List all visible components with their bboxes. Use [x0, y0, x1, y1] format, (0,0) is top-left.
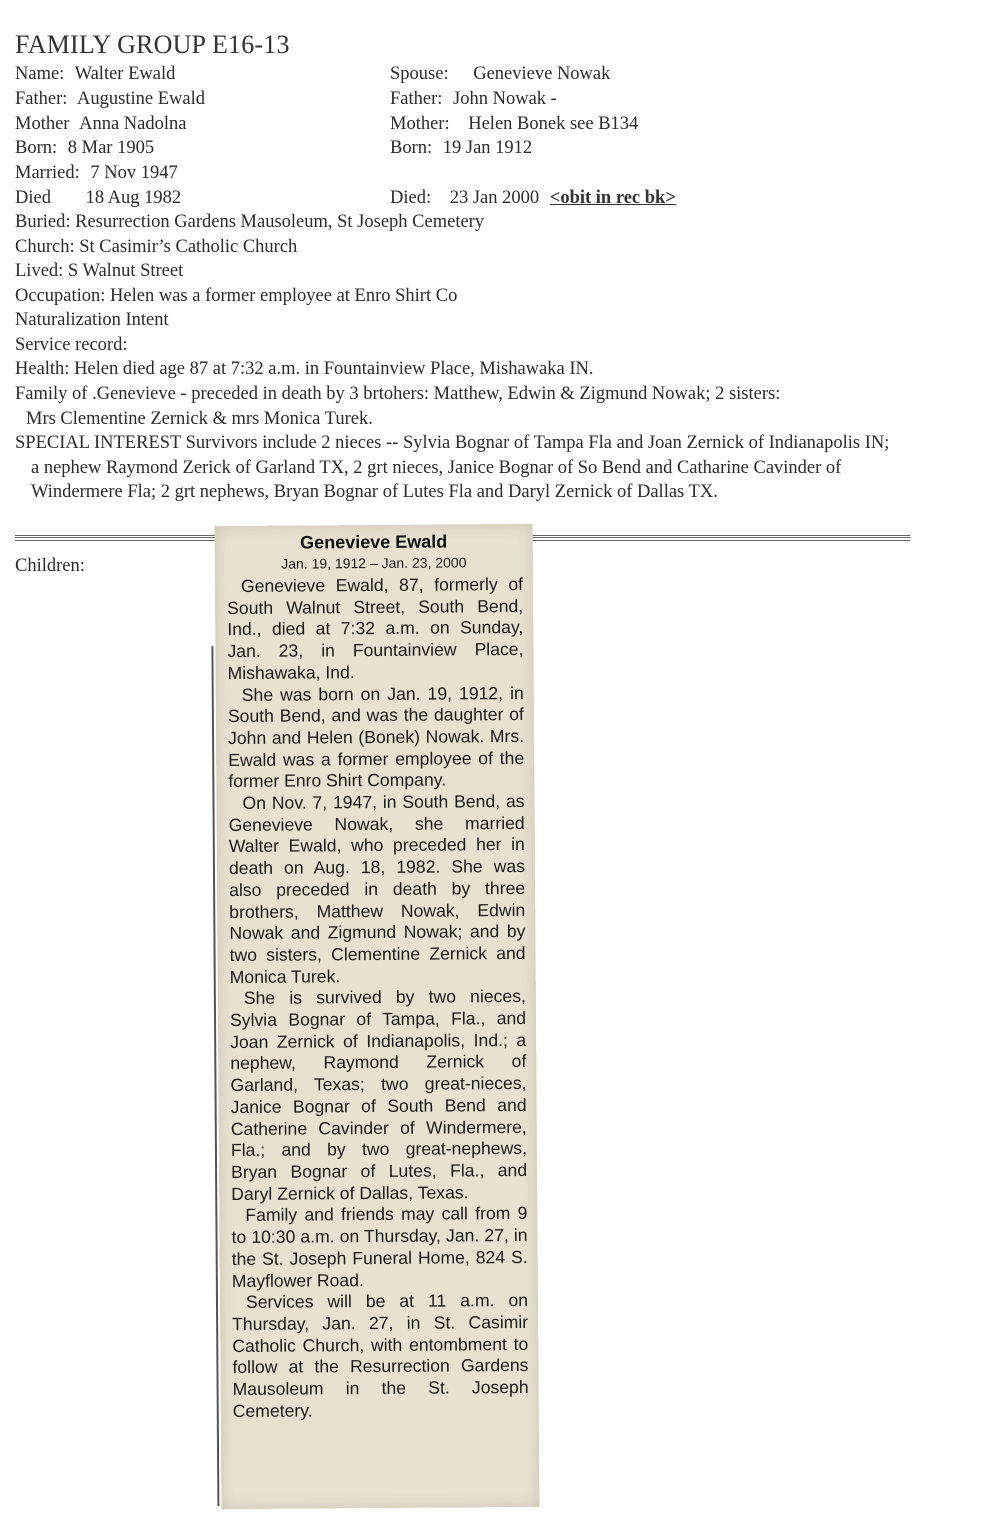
spouse-mother-row	[390, 112, 638, 136]
obituary-paragraph: She was born on Jan. 19, 1912, in South Bend, and was the daughter of John and Helen (Bonek) Nowak. Mrs. Ewald was a former employee of the former Enro Shirt Company.	[227, 682, 525, 792]
obituary-body	[215, 570, 539, 1423]
family-line: Family of .Genevieve - preceded in death by 3 brtohers: Matthew, Edwin & Zigmund Nowak; 2 sisters:	[15, 384, 781, 404]
husband-died: 18 Aug 1982	[85, 188, 182, 208]
died-label: Died	[15, 188, 51, 208]
obituary-paragraph: Services will be at 11 a.m. on Thursday, Jan. 27, in St. Casimir Catholic Church, with entombment to follow at the Resurrection Gardens Mausoleum in the St. Joseph Cemetery.	[232, 1290, 529, 1421]
husband-father: Augustine Ewald	[77, 89, 205, 109]
obituary-heading: Genevieve Ewald	[300, 531, 448, 553]
married-row	[15, 161, 178, 185]
husband-died-row	[15, 186, 181, 210]
spouse-father-label: Father:	[390, 89, 443, 109]
obituary-dates: Jan. 19, 1912 – Jan. 23, 2000	[281, 554, 467, 572]
service-record-line: Service record:	[15, 335, 128, 355]
married-date: 7 Nov 1947	[90, 163, 178, 183]
divider-right	[527, 535, 910, 546]
special-interest	[0, 431, 900, 505]
page-title: FAMILY GROUP E16-13	[15, 30, 290, 59]
mother-label: Mother	[15, 114, 70, 134]
husband-born: 8 Mar 1905	[67, 138, 155, 158]
children-label: Children:	[15, 556, 85, 576]
spouse-father-row	[390, 87, 557, 111]
husband-name: Walter Ewald	[74, 64, 176, 84]
spouse-born: 19 Jan 1912	[442, 138, 533, 158]
spouse-name: Genevieve Nowak	[473, 64, 611, 84]
spouse-row	[390, 62, 610, 86]
born-label: Born:	[15, 138, 58, 158]
married-label: Married:	[15, 163, 80, 183]
obituary-paragraph: Family and friends may call from 9 to 10:30 a.m. on Thursday, Jan. 27, in the St. Joseph Funeral Home, 824 S. Mayflower Road.	[231, 1203, 528, 1291]
husband-mother: Anna Nadolna	[79, 114, 187, 134]
husband-mother-row	[15, 112, 186, 136]
obituary-clipping	[215, 524, 540, 1509]
lived-line: Lived: S Walnut Street	[15, 261, 184, 281]
spouse-born-label: Born:	[390, 138, 433, 158]
occupation-line: Occupation: Helen was a former employee at Enro Shirt Co	[15, 286, 458, 306]
buried-line: Buried: Resurrection Gardens Mausoleum, St Joseph Cemetery	[15, 212, 485, 232]
spouse-died: 23 Jan 2000	[449, 188, 540, 208]
spouse-mother-label: Mother:	[390, 114, 450, 134]
husband-name-row	[15, 62, 175, 86]
obit-link[interactable]: <obit in rec bk>	[549, 188, 676, 208]
name-label: Name:	[15, 64, 65, 84]
health-line: Health: Helen died age 87 at 7:32 a.m. in Fountainview Place, Mishawaka IN.	[15, 359, 594, 379]
spouse-born-row	[390, 136, 532, 160]
father-label: Father:	[15, 89, 68, 109]
divider-left	[15, 535, 215, 546]
obituary-paragraph: On Nov. 7, 1947, in South Bend, as Genevieve Nowak, she married Walter Ewald, who preceded her in death on Aug. 18, 1982. She was also preceded in death by three brothers, Matthew Nowak, Edwin Nowak and Zigmund Nowak; and by two sisters, Clementine Zernick and Monica Turek.	[228, 790, 526, 987]
husband-born-row	[15, 136, 154, 160]
naturalization-line: Naturalization Intent	[15, 310, 169, 330]
spouse-died-row	[390, 186, 676, 210]
obituary-paragraph: Genevieve Ewald, 87, formerly of South Walnut Street, South Bend, Ind., died at 7:32 a.m. on Sunday, Jan. 23, in Fountainview Place, Mishawaka, Ind.	[227, 573, 524, 683]
spouse-mother: Helen Bonek see B134	[468, 114, 639, 134]
obituary-paragraph: She is survived by two nieces, Sylvia Bognar of Tampa, Fla., and Joan Zernick of Indianapolis, Ind.; a nephew, Raymond Zernick of Garland, Texas; two great-nieces, Janice Bognar of South Bend and Catherine Cavinder of Windermere, Fla.; and by two great-nephews, Bryan Bognar of Lutes, Fla., and Daryl Zernick of Dallas, Texas.	[229, 986, 528, 1204]
special-interest-text: SPECIAL INTEREST Survivors include 2 nieces -- Sylvia Bognar of Tampa Fla and Joan Zernick of Indianapolis IN; a nephew Raymond Zerick of Garland TX, 2 grt nieces, Janice Bognar of So Bend and Catharine Cavinder of Windermere Fla; 2 grt nephews, Bryan Bognar of Lutes Fla and Daryl Zernick of Dallas TX.	[15, 433, 890, 502]
church-line: Church: St Casimir’s Catholic Church	[15, 237, 298, 257]
family-line-cont: Mrs Clementine Zernick & mrs Monica Turek.	[26, 409, 373, 429]
spouse-died-label: Died:	[390, 188, 432, 208]
spouse-father: John Nowak -	[453, 89, 557, 109]
husband-father-row	[15, 87, 205, 111]
spouse-label: Spouse:	[390, 64, 449, 84]
